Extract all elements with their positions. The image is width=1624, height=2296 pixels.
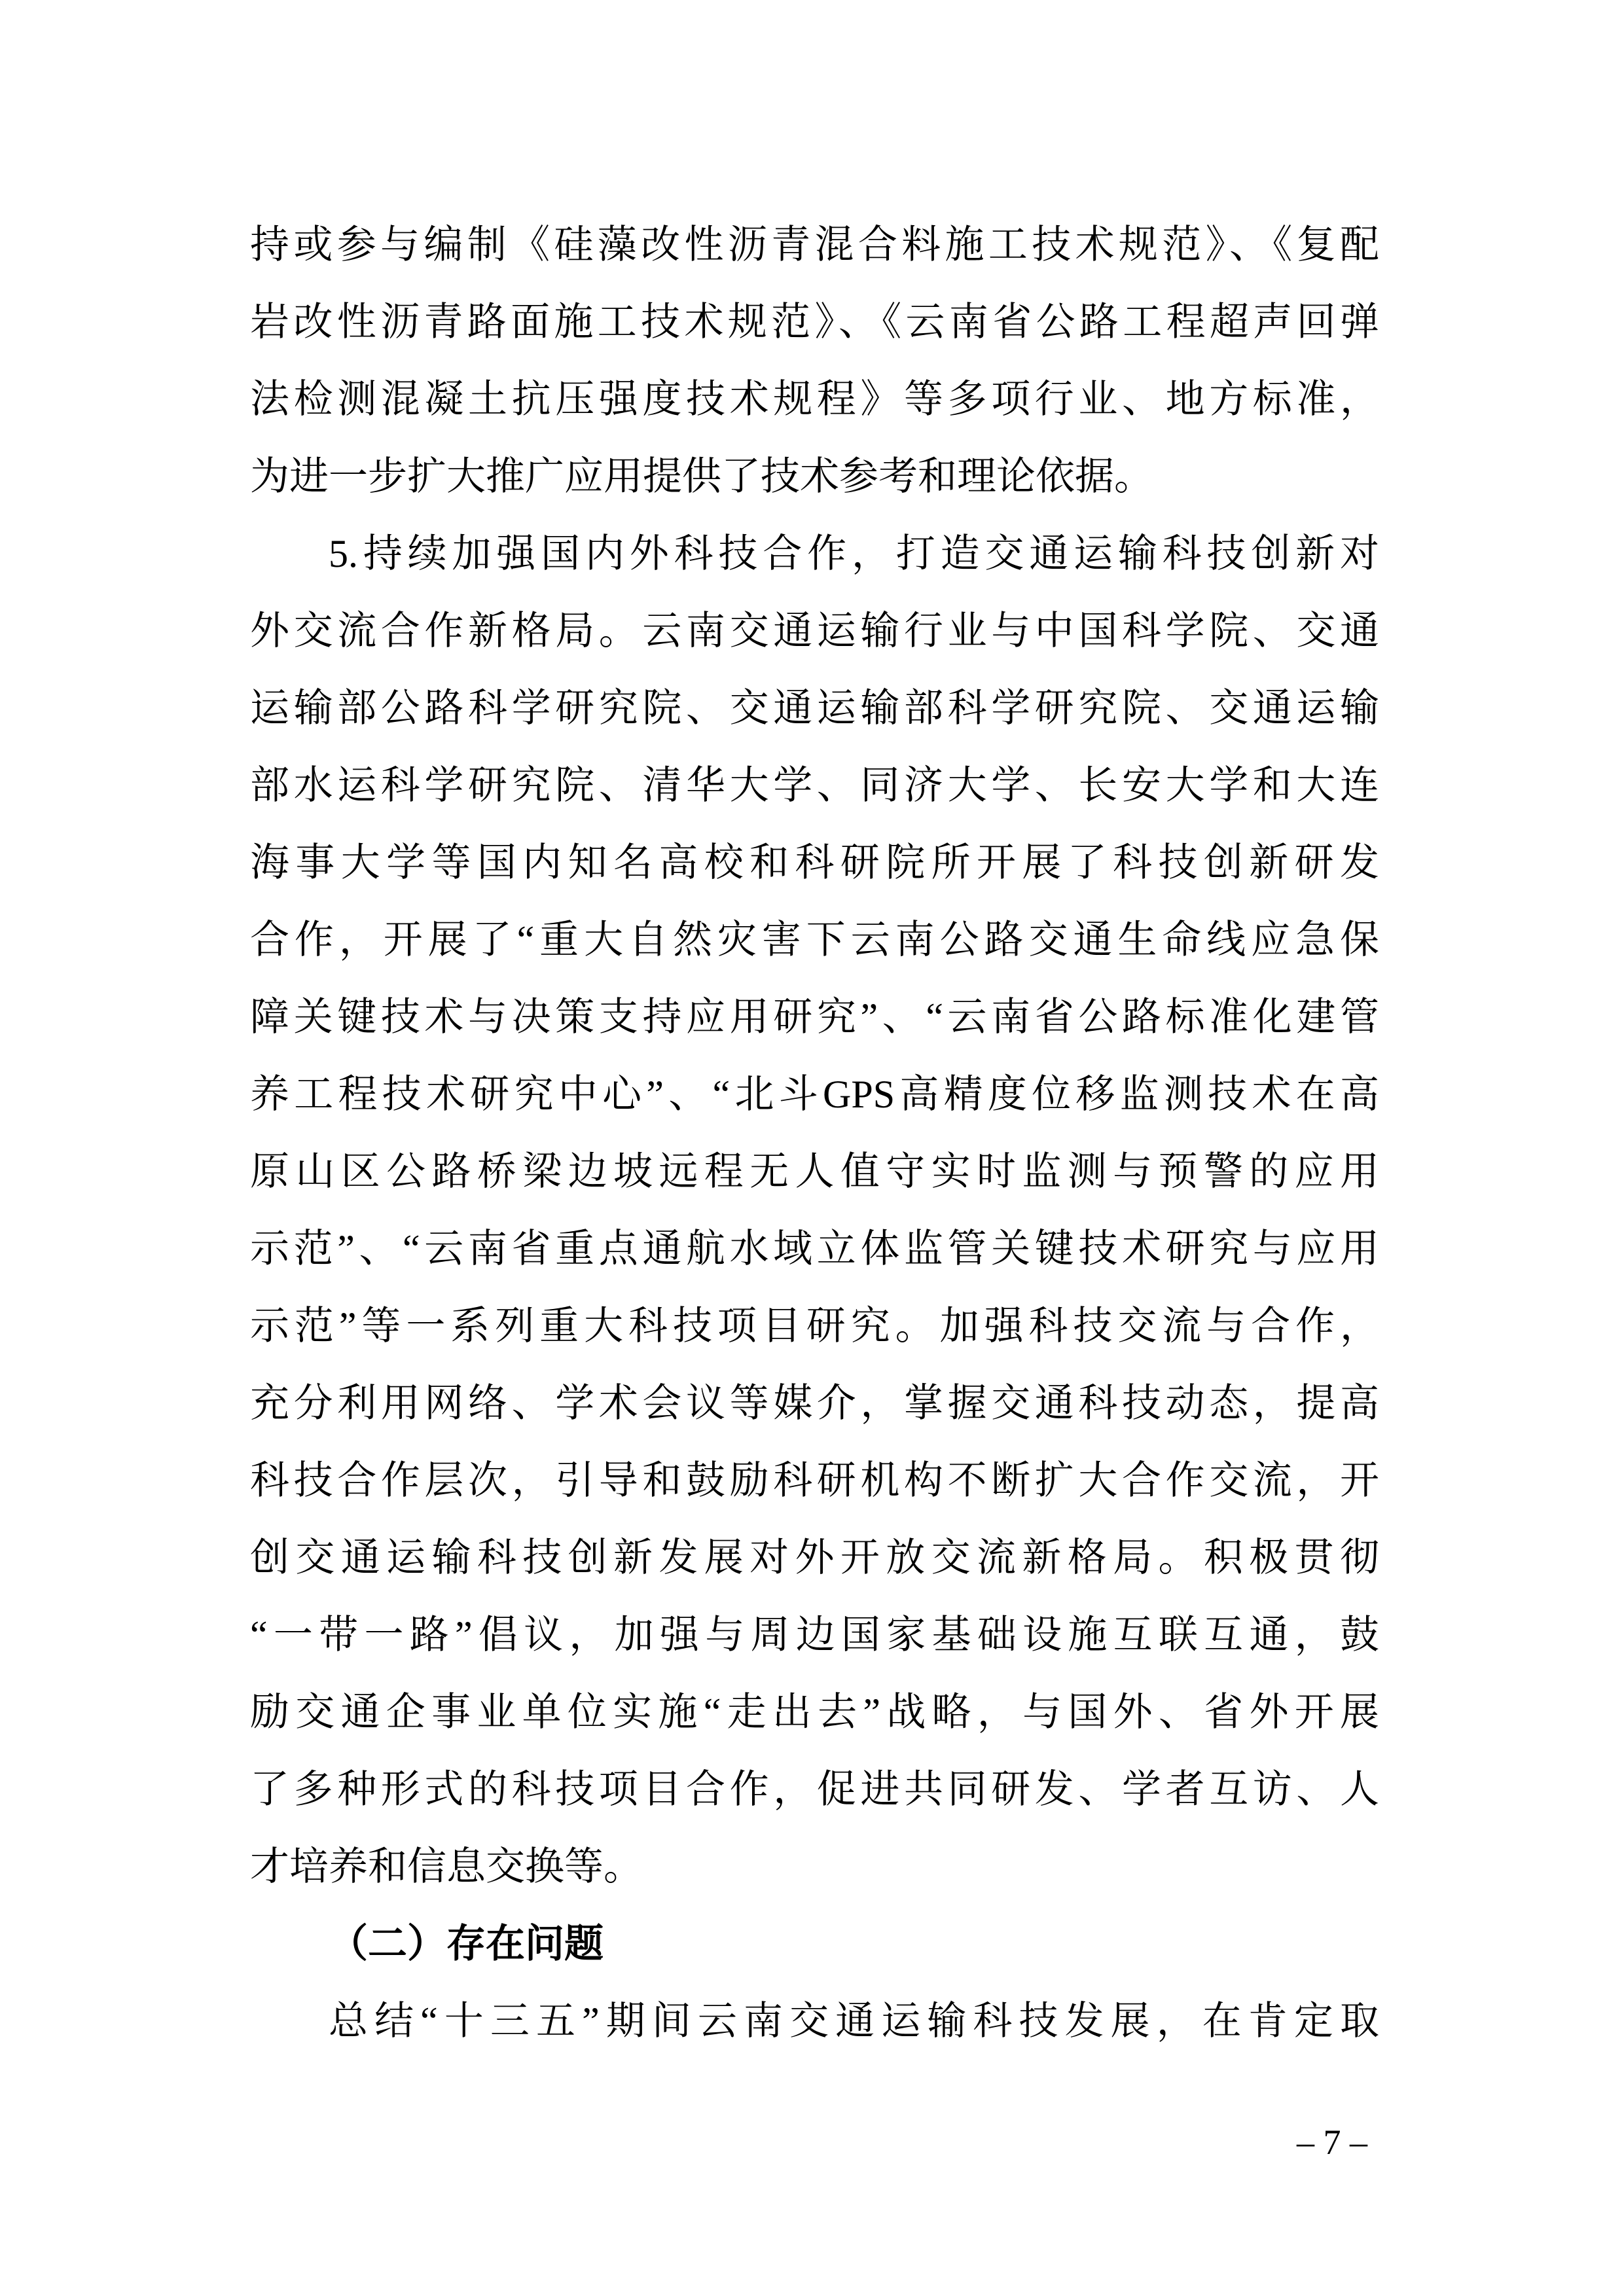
body-line: 合作，开展了“重大自然灾害下云南公路交通生命线应急保 [250,918,1379,961]
body-line: 总结“十三五”期间云南交通运输科技发展，在肯定取 [329,2000,1379,2043]
body-line: 岩改性沥青路面施工技术规范》、《云南省公路工程超声回弹 [250,300,1379,344]
document-body [250,206,1379,2060]
body-line: 科技合作层次，引导和鼓励科研机构不断扩大合作交流，开 [250,1459,1379,1502]
section-heading: （二）存在问题 [329,1922,604,1965]
body-line: 持或参与编制《硅藻改性沥青混合料施工技术规范》、《复配 [250,223,1379,266]
body-line: 部水运科学研究院、清华大学、同济大学、长安大学和大连 [250,764,1379,807]
page-number: – 7 – [1297,2123,1367,2162]
page-footer [1297,2119,1367,2165]
body-line: 养工程技术研究中心”、“北斗GPS高精度位移监测技术在高 [250,1073,1379,1116]
body-line: 才培养和信息交换等。 [250,1845,643,1888]
body-line-numbered-item: 5.持续加强国内外科技合作，打造交通运输科技创新对 [329,532,1379,575]
body-line: 励交通企事业单位实施“走出去”战略，与国外、省外开展 [250,1691,1379,1734]
body-line: 原山区公路桥梁边坡远程无人值守实时监测与预警的应用 [250,1150,1379,1193]
body-line: 创交通运输科技创新发展对外开放交流新格局。积极贯彻 [250,1536,1379,1579]
body-line: 了多种形式的科技项目合作，促进共同研发、学者互访、人 [250,1768,1379,1811]
body-line: “一带一路”倡议，加强与周边国家基础设施互联互通，鼓 [250,1613,1379,1657]
body-line: 法检测混凝土抗压强度技术规程》等多项行业、地方标准， [250,378,1379,421]
body-line: 示范”等一系列重大科技项目研究。加强科技交流与合作， [250,1304,1379,1348]
body-line: 外交流合作新格局。云南交通运输行业与中国科学院、交通 [250,609,1379,653]
body-line: 海事大学等国内知名高校和科研院所开展了科技创新研发 [250,841,1379,884]
body-line: 为进一步扩大推广应用提供了技术参考和理论依据。 [250,455,1153,498]
body-line: 障关键技术与决策支持应用研究”、“云南省公路标准化建管 [250,996,1379,1039]
body-line: 运输部公路科学研究院、交通运输部科学研究院、交通运输 [250,687,1379,730]
body-line: 示范”、“云南省重点通航水域立体监管关键技术研究与应用 [250,1227,1379,1270]
body-line: 充分利用网络、学术会议等媒介，掌握交通科技动态，提高 [250,1382,1379,1425]
